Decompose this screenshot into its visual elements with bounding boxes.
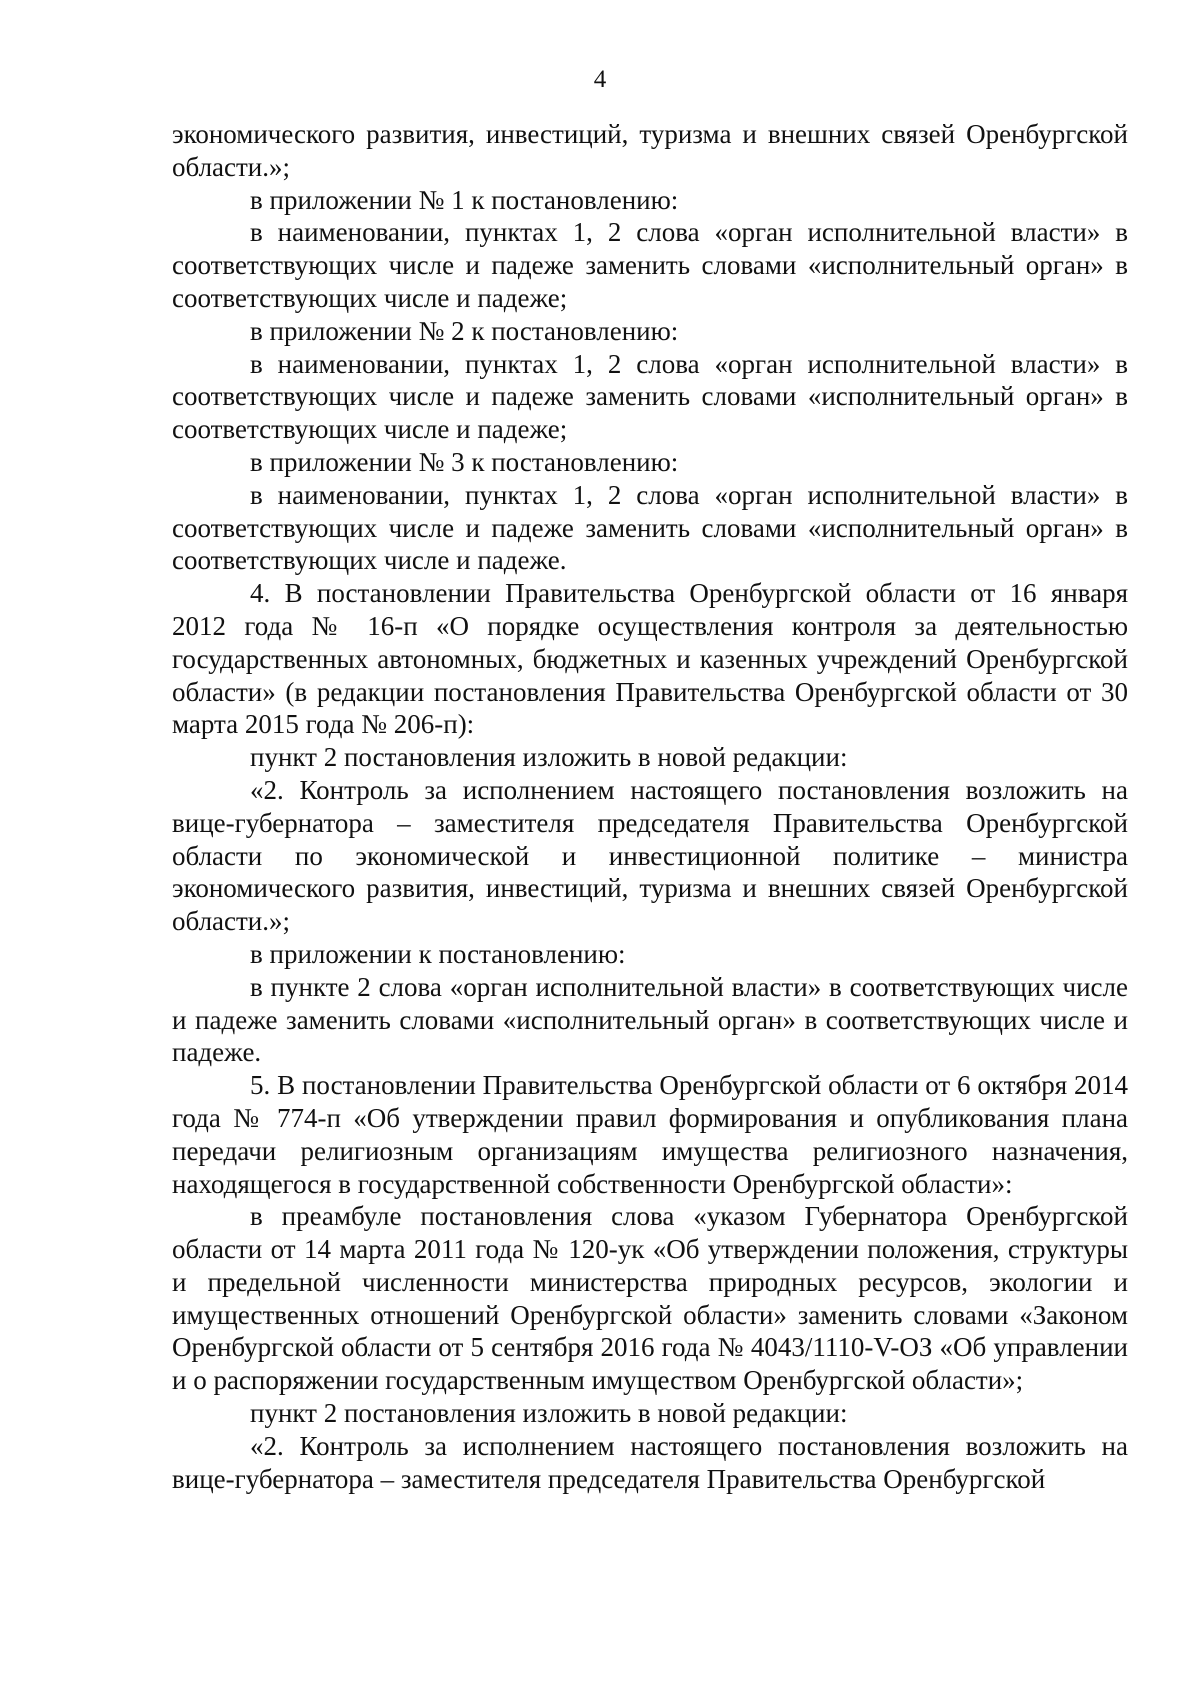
paragraph: «2. Контроль за исполнением настоящего постановления возложить на вице-губернатора – заместителя председателя Правительства Оренбургской: [172, 1430, 1128, 1494]
paragraph: в приложении № 2 к постановлению:: [250, 315, 679, 346]
paragraph: в приложении № 1 к постановлению:: [250, 184, 679, 215]
paragraph: в пункте 2 слова «орган исполнительной власти» в соответствующих числе и падеже заменить словами «исполнительный орган» в соответствующих числе и падеже.: [172, 971, 1128, 1068]
paragraph: пункт 2 постановления изложить в новой редакции:: [250, 742, 848, 773]
paragraph: 5. В постановлении Правительства Оренбургской области от 6 октября 2014 года № 774-п «Об утверждении правил формирования и опубликования плана передачи религиозным организациям имущества религиозного назначения, находящегося в государственной собственности Оренбургской области»:: [172, 1070, 1128, 1199]
paragraph: экономического развития, инвестиций, туризма и внешних связей Оренбургской области.»;: [172, 119, 1128, 182]
paragraph: в приложении к постановлению:: [250, 938, 626, 969]
paragraph: 4. В постановлении Правительства Оренбургской области от 16 января 2012 года № 16-п «О порядке осуществления контроля за деятельностью государственных автономных, бюджетных и казенных учреждений Оренбургской области» (в редакции постановления Правительства Оренбургской области от 30 марта 2015 года № 206-п):: [172, 578, 1128, 740]
paragraph: «2. Контроль за исполнением настоящего постановления возложить на вице-губернатора – заместителя председателя Правительства Оренбургской области по экономической и инвестиционной политике – министра экономического развития, инвестиций, туризма и внешних связей Оренбургской области.»;: [172, 774, 1128, 937]
paragraph: в наименовании, пунктах 1, 2 слова «орган исполнительной власти» в соответствующих числе и падеже заменить словами «исполнительный орган» в соответствующих числе и падеже;: [172, 217, 1128, 313]
paragraph: в наименовании, пунктах 1, 2 слова «орган исполнительной власти» в соответствующих числе и падеже заменить словами «исполнительный орган» в соответствующих числе и падеже;: [172, 348, 1128, 445]
paragraph: в приложении № 3 к постановлению:: [250, 446, 679, 477]
paragraph: в преамбуле постановления слова «указом Губернатора Оренбургской области от 14 марта 2011 года № 120-ук «Об утверждении положения, структуры и предельной численности министерства природных ресурсов, экологии и имущественных отношений Оренбургской области» заменить словами «Законом Оренбургской области от 5 сентября 2016 года № 4043/1110-V-ОЗ «Об управлении и о распоряжении государственным имуществом Оренбургской области»;: [172, 1201, 1128, 1396]
paragraph: в наименовании, пунктах 1, 2 слова «орган исполнительной власти» в соответствующих числе и падеже заменить словами «исполнительный орган» в соответствующих числе и падеже.: [172, 479, 1128, 576]
page-number: 4: [593, 66, 607, 93]
document-body: [172, 118, 1128, 1495]
paragraph: пункт 2 постановления изложить в новой редакции:: [250, 1398, 848, 1429]
